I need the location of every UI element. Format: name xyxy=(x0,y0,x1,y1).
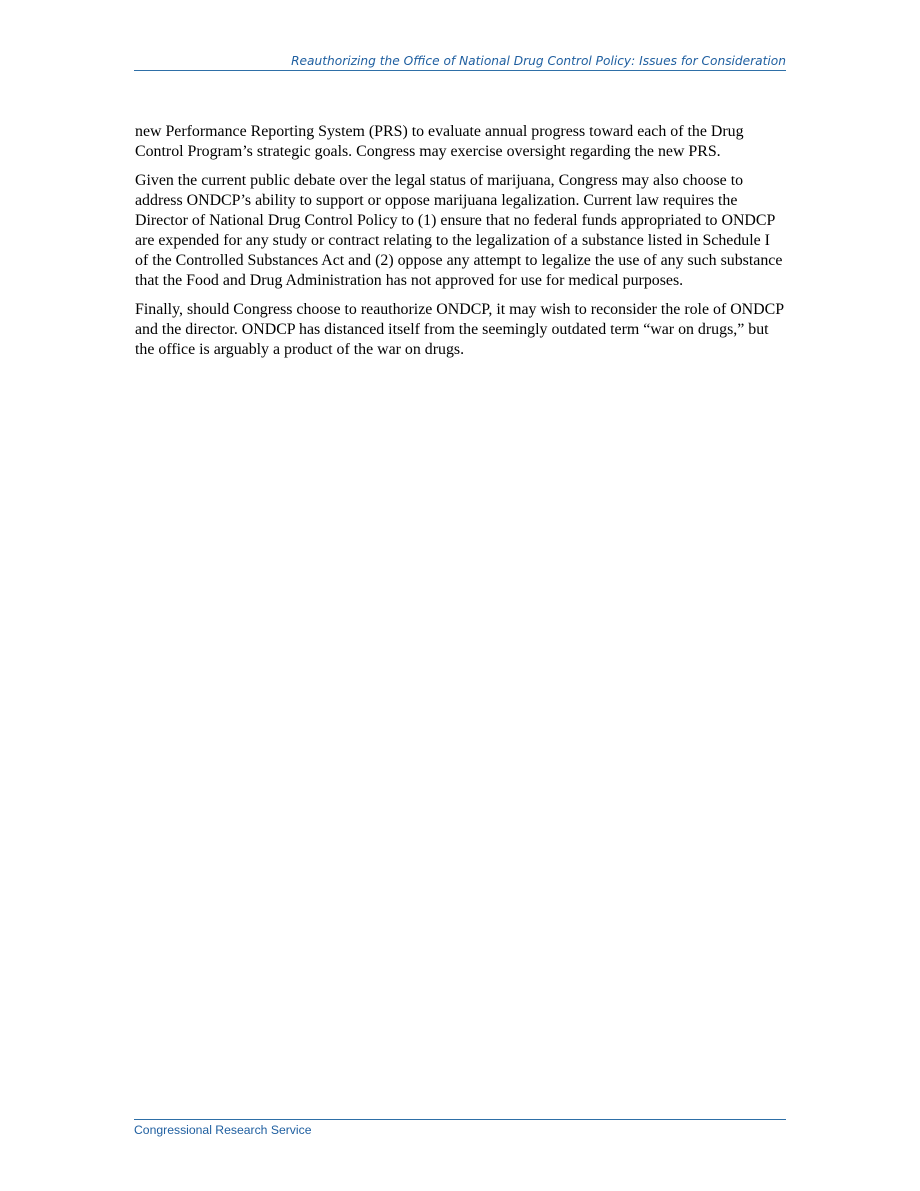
running-header: Reauthorizing the Office of National Drug Control Policy: Issues for Consideration xyxy=(134,54,786,71)
paragraph-prs: new Performance Reporting System (PRS) to evaluate annual progress toward each of the Drug Control Program’s strategic goals. Congress may exercise oversight regarding the new PRS. xyxy=(135,123,744,160)
paragraph-marijuana-legalization: Given the current public debate over the legal status of marijuana, Congress may also choose to address ONDCP’s ability to support or oppose marijuana legalization. Current law requires the Director of National Drug Control Policy to (1) ensure that no federal funds appropriated to ONDCP are expended for any study or contract relating to the legalization of a substance listed in Schedule I of the Controlled Substances Act and (2) oppose any attempt to legalize the use of any such substance that the Food and Drug Administration has not approved for use for medical purposes. xyxy=(135,172,783,289)
running-footer: Congressional Research Service xyxy=(134,1119,786,1138)
paragraph-reauthorization: Finally, should Congress choose to reauthorize ONDCP, it may wish to reconsider the role of ONDCP and the director. ONDCP has distanced itself from the seemingly outdated term “war on drugs,” but the office is arguably a product of the war on drugs. xyxy=(135,301,784,358)
body-text xyxy=(135,122,787,369)
